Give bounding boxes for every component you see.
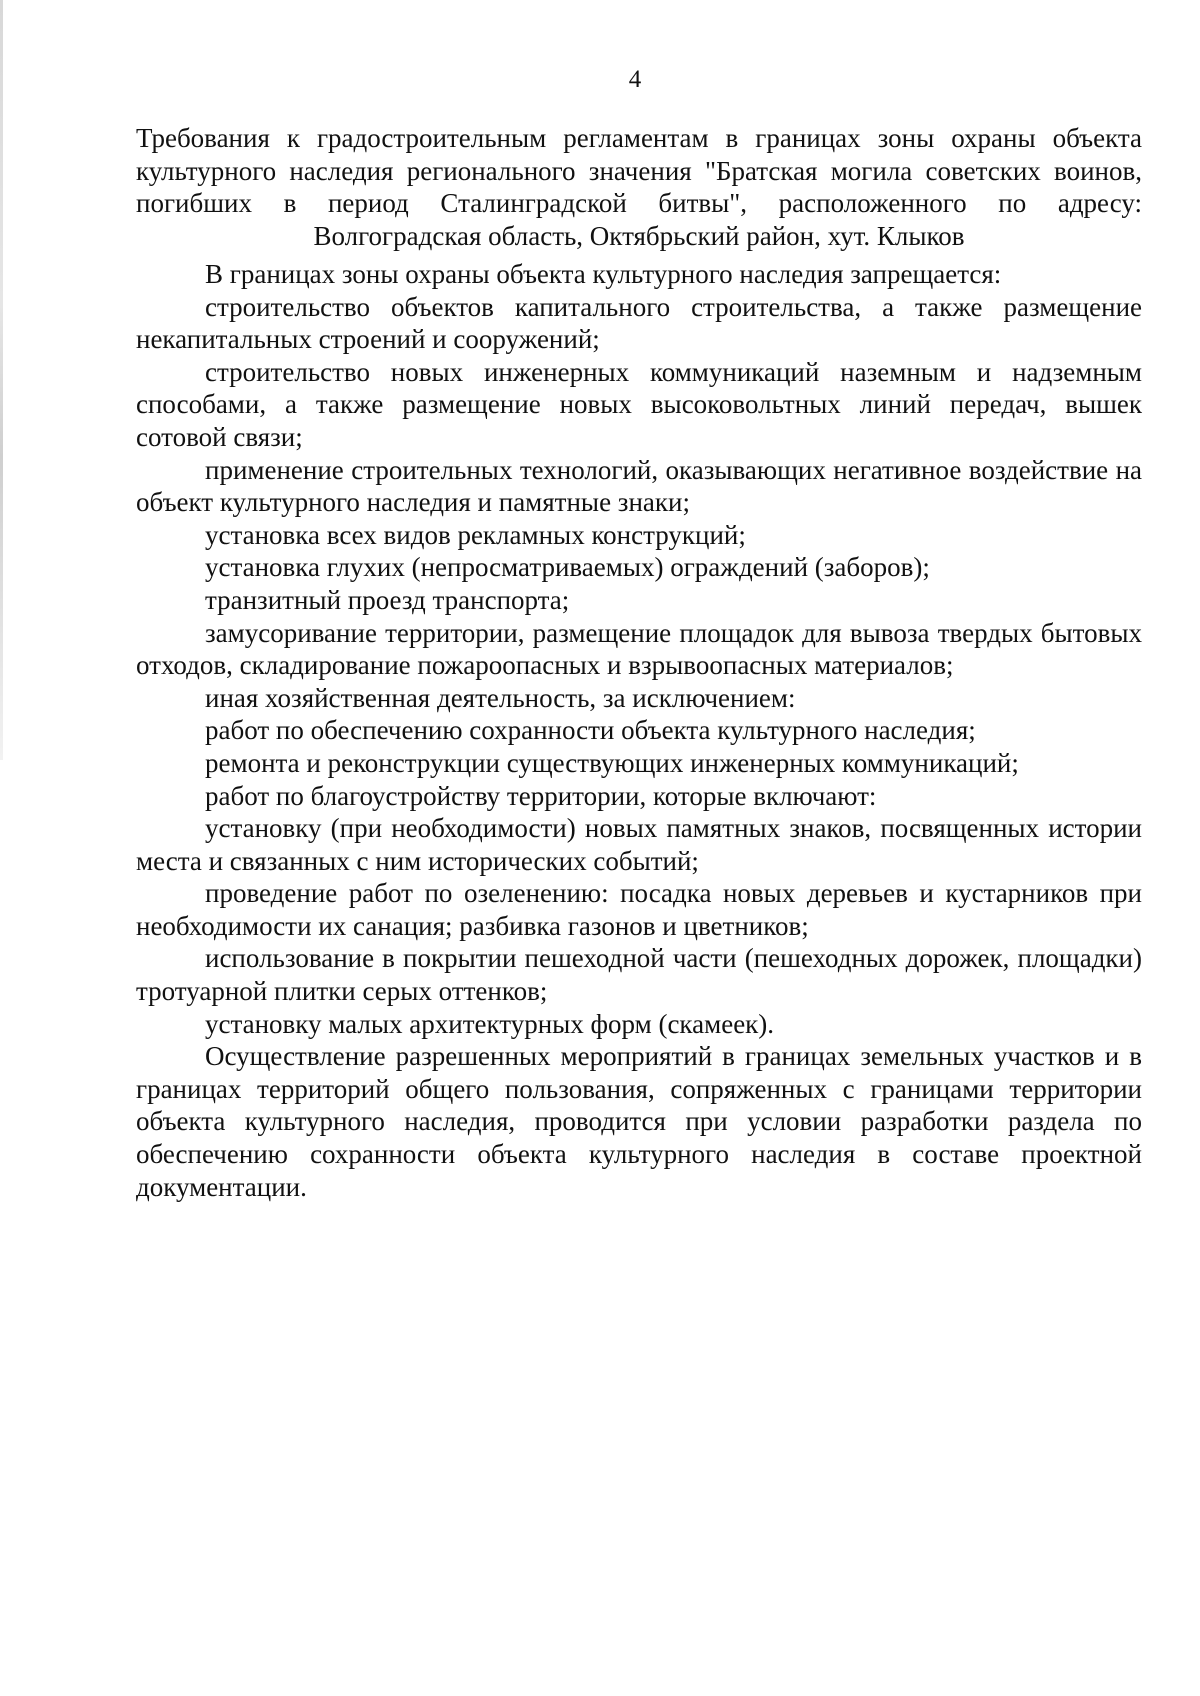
- heading-line-3: погибших в период Сталинградской битвы", расположенного по адресу:: [136, 188, 1142, 219]
- page-number: 4: [628, 66, 642, 93]
- improvement-item: установку малых архитектурных форм (скамеек).: [205, 1008, 775, 1039]
- closing-paragraph: Осуществление разрешенных мероприятий в границах земельных участков и в границах территорий общего пользования, сопряженных с границами территории объекта культурного наследия, проводится при условии разработки раздела по обеспечению сохранности объекта культурного наследия в составе проектной документации.: [136, 1041, 1142, 1202]
- exception-item: работ по благоустройству территории, которые включают:: [205, 780, 877, 811]
- improvement-item: установку (при необходимости) новых памятных знаков, посвященных истории места и связанных с ним исторических событий;: [136, 813, 1142, 876]
- prohibition-item: замусоривание территории, размещение площадок для вывоза твердых бытовых отходов, складирование пожароопасных и взрывоопасных материалов;: [136, 617, 1142, 681]
- prohibition-item: установка всех видов рекламных конструкций;: [205, 519, 746, 550]
- exception-item: работ по обеспечению сохранности объекта культурного наследия;: [205, 715, 976, 746]
- exception-item: ремонта и реконструкции существующих инженерных коммуникаций;: [205, 747, 1019, 778]
- heading-line-4: Волгоградская область, Октябрьский район, хут. Клыков: [313, 220, 965, 251]
- scan-edge-shadow: [0, 0, 3, 760]
- prohibition-item: применение строительных технологий, оказывающих негативное воздействие на объект культурного наследия и памятные знаки;: [136, 454, 1142, 518]
- prohibition-item: строительство объектов капитального строительства, а также размещение некапитальных строений и сооружений;: [136, 291, 1142, 355]
- prohibition-item: транзитный проезд транспорта;: [205, 584, 570, 615]
- document-body: [136, 258, 1142, 1203]
- heading-line-2: культурного наследия регионального значения "Братская могила советских воинов,: [136, 155, 1142, 186]
- improvement-item: использование в покрытии пешеходной части (пешеходных дорожек, площадки) тротуарной плитки серых оттенков;: [136, 943, 1142, 1007]
- prohibition-item: строительство новых инженерных коммуникаций наземным и надземным способами, а также размещение новых высоковольтных линий передач, вышек сотовой связи;: [136, 356, 1142, 452]
- document-heading: [136, 122, 1142, 252]
- intro-paragraph: В границах зоны охраны объекта культурного наследия запрещается:: [205, 259, 1002, 289]
- prohibition-item: установка глухих (непросматриваемых) ограждений (заборов);: [205, 552, 930, 583]
- heading-line-1: Требования к градостроительным регламентам в границах зоны охраны объекта: [136, 123, 1142, 153]
- improvement-item: проведение работ по озеленению: посадка новых деревьев и кустарников при необходимости их санация; разбивка газонов и цветников;: [136, 878, 1142, 941]
- prohibition-item: иная хозяйственная деятельность, за исключением:: [205, 682, 796, 713]
